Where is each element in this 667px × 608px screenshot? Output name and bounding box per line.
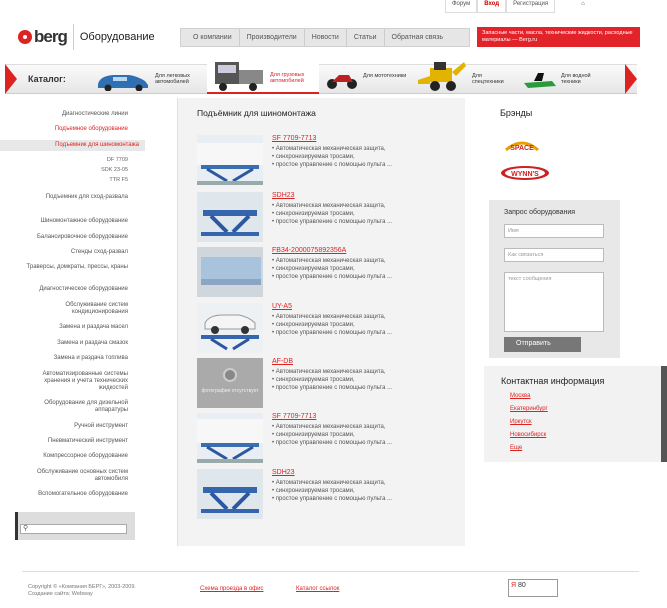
sidebar-item-tire-lift[interactable]: Подъемник для шиномонтажа <box>0 140 145 151</box>
catalog-cars-label: Для легковых автомобилей <box>155 73 190 85</box>
svg-text:WYNN'S: WYNN'S <box>511 171 539 178</box>
catalog-item-cars[interactable] <box>95 66 205 92</box>
product-description: • Автоматическая механическая защита, • синхронизируемая тросами, • простое управление с помощью пульта ... <box>272 424 393 446</box>
sidebar-item-pneumatic[interactable]: Пневматический инструмент <box>47 438 128 444</box>
catalog-item-water[interactable] <box>522 66 622 92</box>
catalog-item-special[interactable] <box>416 58 516 92</box>
svg-text:SPACE: SPACE <box>510 145 534 152</box>
logo-subtitle: Оборудование <box>79 31 155 43</box>
city-link-moscow[interactable]: Москва <box>510 393 531 399</box>
jetski-icon <box>522 69 558 91</box>
product-image[interactable] <box>197 303 263 353</box>
search-icon: ⚲ <box>23 525 29 532</box>
catalog-moto-label: Для мототехники <box>363 73 407 79</box>
catalog-trucks-label: Для грузовых автомобилей <box>270 72 305 84</box>
main-nav <box>180 28 470 47</box>
product-item <box>197 192 457 242</box>
product-image[interactable] <box>197 413 263 463</box>
product-name[interactable]: SF 7709-7713 <box>272 135 317 142</box>
product-item <box>197 413 457 463</box>
sidebar-item-balancing[interactable]: Балансировочное оборудование <box>36 234 128 240</box>
top-links <box>440 0 640 13</box>
product-description: • Автоматическая механическая защита, • синхронизируемая тросами, • простое управление с помощью пульта ... <box>272 203 393 225</box>
footer-copyright: Copyright © «Компания БЕРГ», 2003-2009. Создание сайта: Webway <box>28 584 136 597</box>
contacts-title: Контактная информация <box>501 376 605 386</box>
product-item <box>197 135 457 185</box>
counter-value: 80 <box>518 582 526 589</box>
catalog-left-arrow-icon[interactable] <box>5 64 17 94</box>
product-image[interactable] <box>197 192 263 242</box>
product-name[interactable]: UY-A5 <box>272 303 292 310</box>
product-name[interactable]: SF 7709-7713 <box>272 413 317 420</box>
catalog-item-moto[interactable] <box>325 66 415 92</box>
product-name[interactable]: FB34-2000075892356A <box>272 247 347 254</box>
message-textarea[interactable]: текст сообщения <box>504 272 604 332</box>
catalog-water-label: Для водной техники <box>561 73 591 85</box>
product-description: • Автоматическая механическая защита, • синхронизируемая тросами, • простое управление с помощью пульта ... <box>272 258 393 280</box>
product-item <box>197 303 457 353</box>
sidebar-item-hand-tools[interactable]: Ручной инструмент <box>74 423 128 429</box>
nav-feedback[interactable]: Обратная связь <box>391 34 444 41</box>
house-icon[interactable]: ⌂ <box>575 0 591 13</box>
search-input[interactable] <box>20 524 127 534</box>
sidebar-item-lifting[interactable]: Подъемное оборудование <box>54 126 128 132</box>
product-name[interactable]: SDH23 <box>272 192 295 199</box>
sidebar-item-fluid-storage[interactable]: Автоматизированные системы хранения и учета технических жидкостей <box>42 371 128 391</box>
city-link-novosibirsk[interactable]: Новосибирск <box>510 432 547 438</box>
register-link[interactable]: Регистрация <box>506 0 555 13</box>
product-image[interactable] <box>197 247 263 297</box>
footer-link-catalog[interactable]: Каталог ссылок <box>296 586 340 592</box>
page-title: Подъёмник для шиномонтажа <box>197 108 316 118</box>
product-image-placeholder[interactable] <box>197 358 263 408</box>
nav-manufacturers[interactable]: Производители <box>240 29 305 46</box>
product-item <box>197 469 457 519</box>
car-icon <box>95 69 150 91</box>
sidebar-subitem-df7709[interactable]: DF 7709 <box>106 157 128 163</box>
brand-logo-space[interactable] <box>504 136 540 154</box>
logo[interactable] <box>18 24 155 50</box>
sidebar-item-diesel[interactable]: Оборудование для дизельной аппаратуры <box>44 400 128 413</box>
sidebar-item-diagnostic[interactable]: Диагностическое оборудование <box>39 286 128 292</box>
catalog-right-arrow-icon[interactable] <box>625 64 637 94</box>
sidebar <box>0 100 150 550</box>
logo-name: berg <box>34 27 67 46</box>
counter-logo-icon: Я <box>511 582 517 589</box>
catalog-label: Каталог: <box>28 74 66 84</box>
sidebar-item-alignment-stands[interactable]: Стенды сход-развал <box>70 249 128 255</box>
sidebar-item-ac-service[interactable]: Обслуживание систем кондиционирования <box>65 302 128 315</box>
product-name[interactable]: AF-DB <box>272 358 293 365</box>
sidebar-item-auxiliary[interactable]: Вспомогательное оборудование <box>38 491 128 497</box>
city-link-irkutsk[interactable]: Иркутск <box>510 419 532 425</box>
product-description: • Автоматическая механическая защита, • синхронизируемая тросами, • простое управление с помощью пульта ... <box>272 480 393 502</box>
nav-news[interactable]: Новости <box>305 29 347 46</box>
berg-parts-banner[interactable]: Запасные части, масла, технические жидкости, расходные материалы — Berg.ru <box>477 27 640 47</box>
city-link-more[interactable]: Еще <box>510 445 523 451</box>
city-link-ekaterinburg[interactable]: Екатеринбург <box>510 406 548 412</box>
name-field[interactable]: Имя <box>504 224 604 238</box>
product-description: • Автоматическая механическая защита, • синхронизируемая тросами, • простое управление с помощью пульта ... <box>272 369 393 391</box>
sidebar-subitem-ttrf5[interactable]: TTR F5 <box>109 177 128 183</box>
excavator-icon <box>416 58 468 92</box>
catalog-item-trucks[interactable] <box>207 58 319 94</box>
sidebar-item-tire-equipment[interactable]: Шиномонтажное оборудование <box>40 218 128 224</box>
login-link[interactable]: Вход <box>477 0 506 13</box>
sidebar-item-alignment-lift[interactable]: Подъемник для сход-развала <box>45 194 128 200</box>
sidebar-item-fuel[interactable]: Замена и раздача топлива <box>53 355 128 361</box>
product-name[interactable]: SDH23 <box>272 469 295 476</box>
nav-about[interactable]: О компании <box>181 29 240 46</box>
product-description: • Автоматическая механическая защита, • синхронизируемая тросами, • простое управление с помощью пульта ... <box>272 314 393 336</box>
nav-articles[interactable]: Статьи <box>347 29 385 46</box>
send-button[interactable]: Отправить <box>504 337 581 352</box>
product-image[interactable] <box>197 469 263 519</box>
brands-title: Брэнды <box>500 108 533 118</box>
sidebar-item-grease[interactable]: Замена и раздача смазок <box>57 340 128 346</box>
brand-logo-wynns[interactable] <box>500 165 550 181</box>
no-photo-text: фотография отсутствует <box>201 388 259 394</box>
visit-counter[interactable] <box>508 579 558 597</box>
truck-icon <box>211 60 266 92</box>
contact-field[interactable]: Как связаться <box>504 248 604 262</box>
sidebar-item-oil[interactable]: Замена и раздача масел <box>59 324 128 330</box>
sidebar-item-compressors[interactable]: Компрессорное оборудование <box>43 453 128 459</box>
sidebar-subitem-sdk2305[interactable]: SDK 23-05 <box>101 167 128 173</box>
catalog-special-label: Для спецтехники <box>472 73 504 85</box>
motorcycle-icon <box>325 69 359 91</box>
product-item <box>197 247 457 297</box>
forum-link[interactable]: Форум <box>445 0 477 13</box>
sidebar-item-car-systems[interactable]: Обслуживание основных систем автомобиля <box>36 469 128 482</box>
product-description: • Автоматическая механическая защита, • синхронизируемая тросами, • простое управление с помощью пульта ... <box>272 146 393 168</box>
product-image[interactable] <box>197 135 263 185</box>
berg-logo-icon <box>18 30 32 44</box>
sidebar-item-diagnostic-lines[interactable]: Диагностические линии <box>61 111 128 117</box>
request-form-title: Запрос оборудования <box>504 209 576 216</box>
sidebar-item-jacks[interactable]: Траверсы, домкраты, прессы, краны <box>26 264 128 270</box>
footer-link-map[interactable]: Схема проезда в офис <box>200 586 264 592</box>
camera-icon <box>223 368 237 382</box>
product-item <box>197 358 457 408</box>
